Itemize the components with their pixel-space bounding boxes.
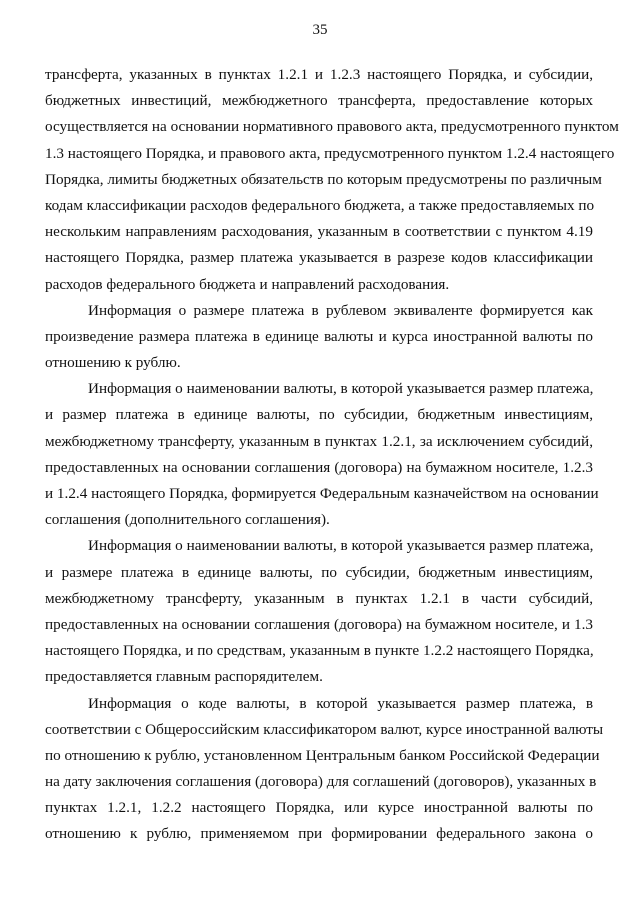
text-line: трансферта, указанных в пунктах 1.2.1 и 1.2.3 настоящего Порядка, и субсидии, xyxy=(45,66,593,83)
text-line: предоставляется главным распорядителем. xyxy=(45,668,323,686)
text-line: предоставленных на основании соглашения (договора) на бумажном носителе, 1.2.3 xyxy=(45,458,593,476)
paragraph xyxy=(45,298,593,377)
text-line: Информация о размере платежа в рублевом эквиваленте формируется как xyxy=(88,301,593,319)
text-line: и размер платежа в единице валюты, по субсидии, бюджетным инвестициям, xyxy=(45,406,593,424)
text-line: отношению к рублю. xyxy=(45,354,181,372)
text-line: бюджетных инвестиций, межбюджетного трансферта, предоставление которых xyxy=(45,92,593,110)
text-line: Информация о коде валюты, в которой указывается размер платежа, в xyxy=(88,694,593,712)
text-line: Порядка, лимиты бюджетных обязательств по которым предусмотрены по различным xyxy=(45,170,602,188)
text-line: осуществляется на основании нормативного правового акта, предусмотренного пунктом xyxy=(45,118,619,136)
text-line: соглашения (дополнительного соглашения). xyxy=(45,511,330,529)
text-line: и 1.2.4 настоящего Порядка, формируется Федеральным казначейством на основании xyxy=(45,485,599,502)
paragraph xyxy=(45,533,593,690)
text-line: пунктах 1.2.1, 1.2.2 настоящего Порядка, или курсе иностранной валюты по xyxy=(45,799,593,817)
text-line: межбюджетному трансферту, указанным в пунктах 1.2.1, за исключением субсидий, xyxy=(45,432,593,450)
text-line: соответствии с Общероссийским классификатором валют, курсе иностранной валюты xyxy=(45,720,604,738)
text-line: расходов федерального бюджета и направлений расходования. xyxy=(45,275,450,293)
text-line: 1.3 настоящего Порядка, и правового акта, предусмотренного пунктом 1.2.4 настоящего xyxy=(45,144,615,162)
paragraph xyxy=(45,62,619,298)
text-line: Информация о наименовании валюты, в которой указывается размер платежа, xyxy=(88,537,594,555)
text-line: отношению к рублю, применяемом при формировании федерального закона о xyxy=(45,825,593,843)
text-line: Информация о наименовании валюты, в которой указывается размер платежа, xyxy=(88,380,594,398)
page-number: 35 xyxy=(312,22,328,38)
text-line: произведение размера платежа в единице валюты и курса иностранной валюты по xyxy=(45,327,593,345)
text-line: предоставленных на основании соглашения (договора) на бумажном носителе, и 1.3 xyxy=(45,615,593,633)
text-line: нескольким направлениям расходования, указанным в соответствии с пунктом 4.19 xyxy=(45,223,593,241)
text-line: настоящего Порядка, размер платежа указывается в разрезе кодов классификации xyxy=(45,249,593,267)
paragraph xyxy=(45,376,599,533)
text-line: кодам классификации расходов федерального бюджета, а также предоставляемых по xyxy=(45,196,595,214)
document-body xyxy=(45,62,619,848)
text-line: настоящего Порядка, и по средствам, указанным в пункте 1.2.2 настоящего Порядка, xyxy=(45,642,594,660)
text-line: на дату заключения соглашения (договора) для соглашений (договоров), указанных в xyxy=(45,773,597,791)
text-line: и размере платежа в единице валюты, по субсидии, бюджетным инвестициям, xyxy=(45,563,593,581)
text-line: по отношению к рублю, установленном Центральным банком Российской Федерации xyxy=(45,746,600,764)
paragraph xyxy=(45,691,604,848)
text-line: межбюджетному трансферту, указанным в пунктах 1.2.1 в части субсидий, xyxy=(45,589,593,607)
